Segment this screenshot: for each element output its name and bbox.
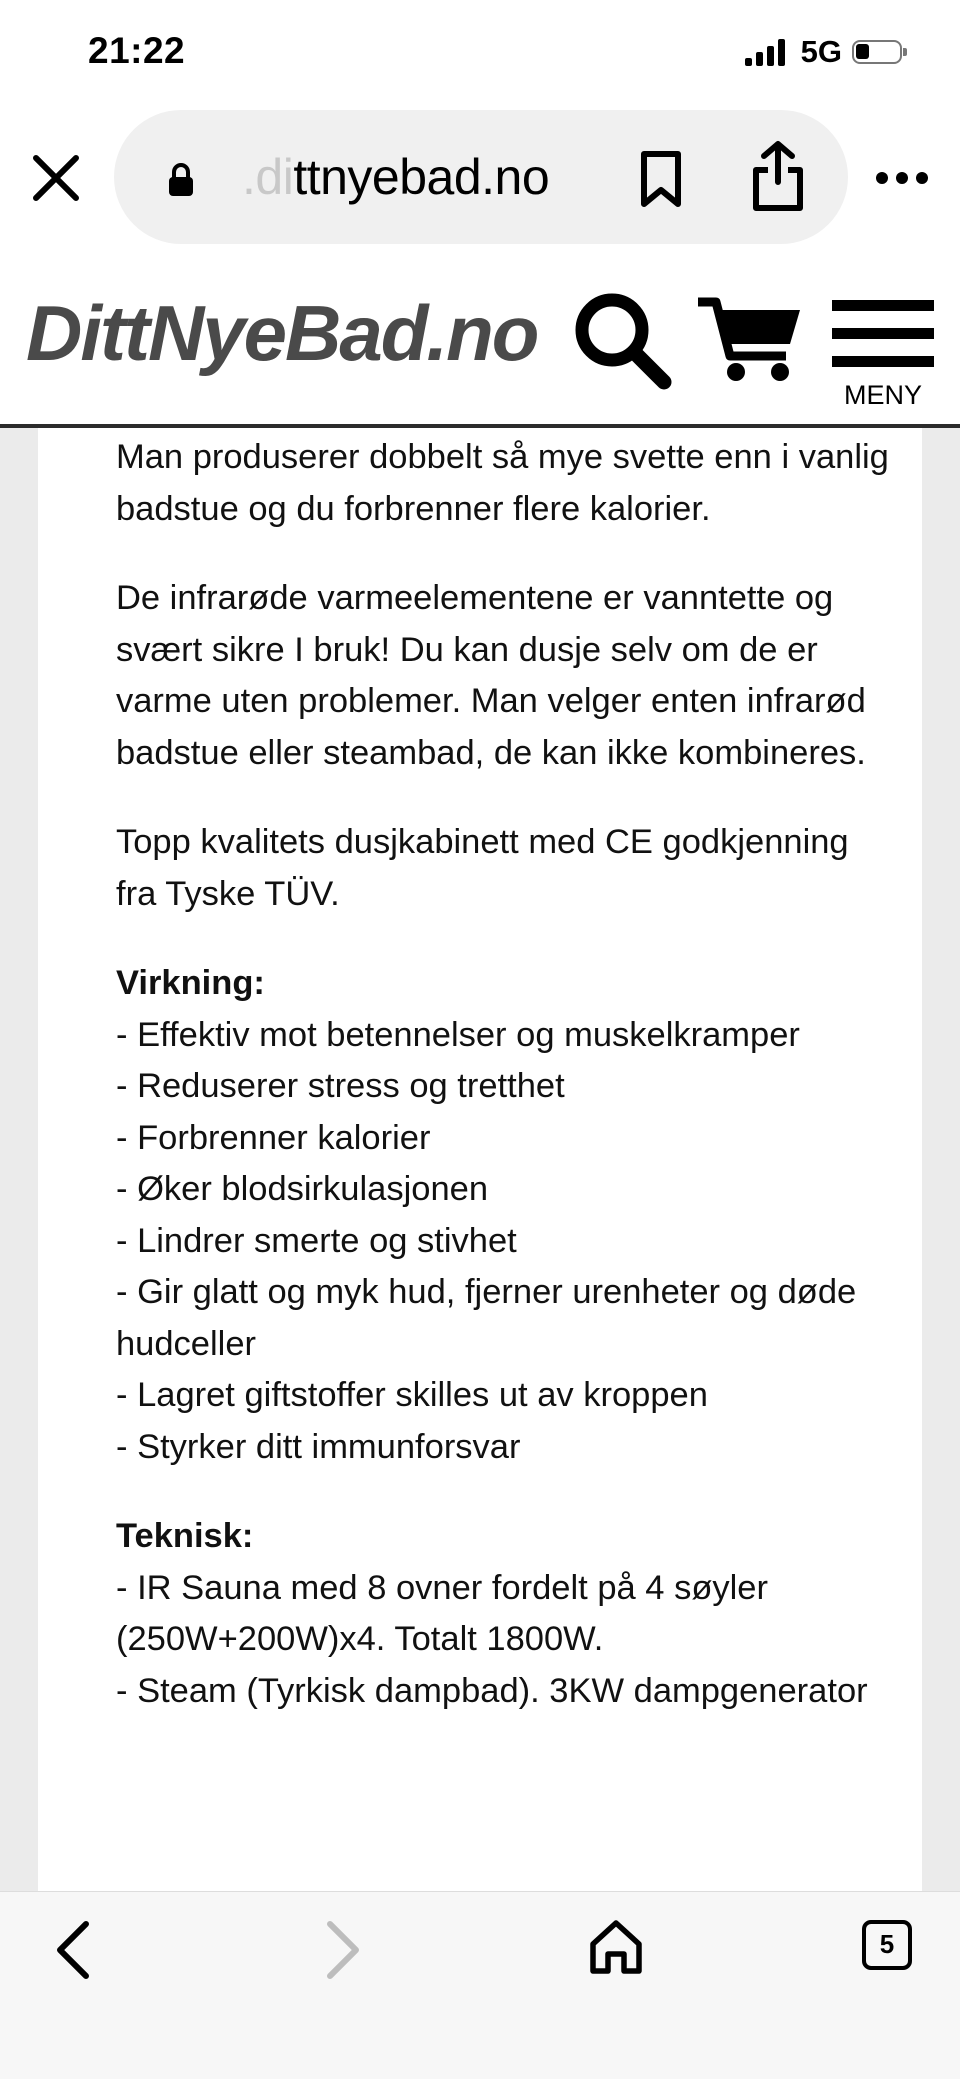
share-icon[interactable]: [750, 140, 806, 212]
product-description: [38, 428, 922, 1891]
description-text: [116, 432, 896, 1755]
url-text[interactable]: [242, 148, 549, 206]
address-bar[interactable]: [114, 110, 848, 244]
network-type: 5G: [800, 34, 842, 69]
search-icon[interactable]: [572, 290, 672, 390]
list-item: - IR Sauna med 8 ovner fordelt på 4 søyler (250W+200W)x4. Totalt 1800W.: [116, 1568, 768, 1658]
cart-icon[interactable]: [696, 294, 804, 382]
status-time: 21:22: [88, 30, 186, 71]
browser-toolbar: [0, 108, 960, 258]
status-bar: [0, 0, 960, 108]
list-item: - Effektiv mot betennelser og muskelkramper: [116, 1015, 800, 1054]
site-logo[interactable]: DittNyeBad.no: [26, 289, 538, 377]
virkning-section: [116, 958, 896, 1473]
list-item: - Reduserer stress og tretthet: [116, 1067, 565, 1105]
paragraph: De infrarøde varmeelementene er vanntette og svært sikre I bruk! Du kan dusje selv om de er varme uten problemer. Man velger enten infrarød badstue eller steambad, de kan ikke kombineres.: [116, 579, 866, 772]
back-icon[interactable]: [52, 1918, 92, 1982]
list-item: - Lindrer smerte og stivhet: [116, 1221, 517, 1260]
list-item: - Lagret giftstoffer skilles ut av kroppen: [116, 1376, 708, 1414]
status-indicators: [745, 34, 902, 70]
signal-icon: [745, 38, 789, 66]
home-icon[interactable]: [588, 1918, 644, 1976]
url-domain: ttnyebad.no: [293, 149, 550, 205]
battery-icon: [852, 40, 902, 64]
teknisk-section: [116, 1511, 896, 1717]
bookmark-icon[interactable]: [636, 150, 686, 208]
paragraph: Topp kvalitets dusjkabinett med CE godkjenning fra Tyske TÜV.: [116, 823, 849, 913]
list-item: - Gir glatt og myk hud, fjerner urenheter og døde hudceller: [116, 1273, 857, 1363]
list-item: - Øker blodsirkulasjonen: [116, 1170, 489, 1208]
url-faded-prefix: .di: [242, 149, 294, 205]
close-icon[interactable]: [30, 152, 82, 204]
paragraph: Man produserer dobbelt så mye svette enn i vanlig badstue og du forbrenner flere kalorier.: [116, 438, 889, 528]
section-heading: Virkning:: [116, 964, 265, 1002]
section-heading: Teknisk:: [116, 1517, 254, 1555]
list-item: - Steam (Tyrkisk dampbad). 3KW dampgenerator: [116, 1671, 868, 1710]
list-item: - Styrker ditt immunforsvar: [116, 1427, 521, 1466]
forward-icon[interactable]: [324, 1918, 364, 1982]
menu-label: MENY: [843, 380, 922, 410]
more-options-icon[interactable]: [872, 166, 932, 190]
lock-icon: [166, 162, 196, 198]
list-item: - Forbrenner kalorier: [116, 1118, 431, 1157]
site-header: [0, 258, 960, 428]
tabs-icon[interactable]: 5: [862, 1920, 912, 1970]
menu-button[interactable]: [830, 300, 936, 416]
browser-bottom-toolbar: [0, 1891, 960, 2079]
